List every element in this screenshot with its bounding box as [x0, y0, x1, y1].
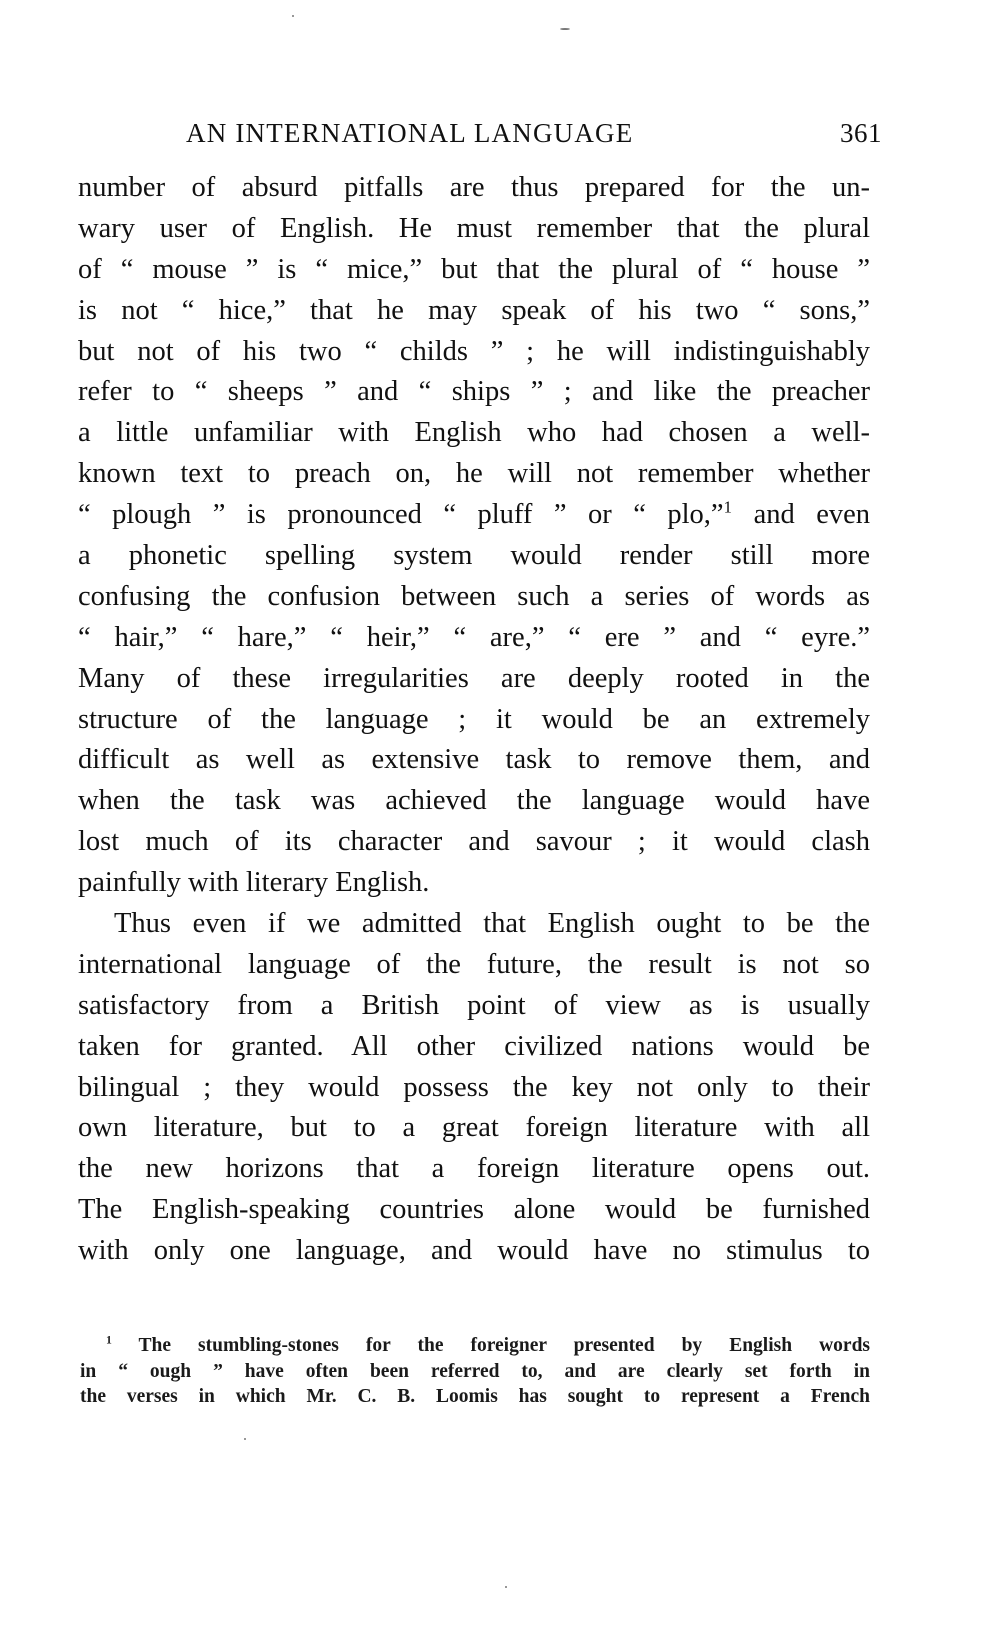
- footnote-marker: 1: [106, 1333, 112, 1347]
- text-line-head: “ plough ” is pronounced “ pluff ” or “ plo,”: [78, 499, 724, 531]
- footnote: [80, 1333, 870, 1410]
- text-line: Thus even if we admitted that English ought to be the: [114, 908, 870, 940]
- text-line-with-footnote-ref: [78, 495, 870, 536]
- scan-speck: [505, 1586, 507, 1588]
- text-line: structure of the language ; it would be an extremely: [78, 703, 870, 735]
- footnote-reference: 1: [723, 497, 733, 517]
- text-line: is not “ hice,” that he may speak of his two “ sons,”: [78, 294, 870, 326]
- text-line: Many of these irregularities are deeply rooted in the: [78, 662, 870, 694]
- footnote-line: [80, 1333, 870, 1359]
- text-line: painfully with literary English.: [78, 867, 430, 899]
- text-line: wary user of English. He must remember that the plural: [78, 212, 870, 244]
- text-line: lost much of its character and savour ; it would clash: [78, 826, 870, 858]
- text-line: The English-speaking countries alone would be furnished: [78, 1194, 870, 1226]
- text-line: when the task was achieved the language would have: [78, 785, 870, 817]
- text-line: satisfactory from a British point of view as is usually: [78, 989, 870, 1021]
- footnote-text: The stumbling-stones for the foreigner presented by English words: [111, 1335, 870, 1356]
- text-line: with only one language, and would have no stimulus to: [78, 1235, 870, 1267]
- text-line: “ hair,” “ hare,” “ heir,” “ are,” “ ere ” and “ eyre.”: [78, 621, 870, 653]
- chapter-title: AN INTERNATIONAL LANGUAGE: [186, 118, 634, 148]
- scan-speck: [560, 28, 570, 30]
- text-line: confusing the confusion between such a series of words as: [78, 580, 870, 612]
- text-line: a phonetic spelling system would render still more: [78, 540, 870, 572]
- text-line: refer to “ sheeps ” and “ ships ” ; and like the preacher: [78, 376, 870, 408]
- text-line: taken for granted. All other civilized nations would be: [78, 1030, 870, 1062]
- paragraph-2: [78, 904, 870, 1272]
- footnote-line: the verses in which Mr. C. B. Loomis has sought to represent a French: [80, 1386, 870, 1407]
- running-head: [80, 118, 880, 158]
- text-line: a little unfamiliar with English who had chosen a well-: [78, 417, 870, 449]
- text-line: international language of the future, the result is not so: [78, 948, 870, 980]
- text-line: bilingual ; they would possess the key not only to their: [78, 1071, 870, 1103]
- scan-speck: [292, 15, 294, 17]
- paragraph-1: [78, 168, 870, 904]
- text-line: the new horizons that a foreign literature opens out.: [78, 1153, 870, 1185]
- text-line: number of absurd pitfalls are thus prepared for the un-: [78, 172, 870, 203]
- body-text: [78, 168, 870, 1272]
- text-line: difficult as well as extensive task to remove them, and: [78, 744, 870, 776]
- footnote-line: in “ ough ” have often been referred to, and are clearly set forth in: [80, 1360, 870, 1382]
- scan-speck: [244, 1438, 246, 1440]
- text-line-tail: and even: [732, 499, 870, 531]
- page-number: 361: [840, 118, 882, 148]
- text-line: but not of his two “ childs ” ; he will indistinguishably: [78, 335, 870, 367]
- text-line: of “ mouse ” is “ mice,” but that the plural of “ house ”: [78, 253, 870, 285]
- text-line: known text to preach on, he will not remember whether: [78, 458, 870, 490]
- text-line: own literature, but to a great foreign literature with all: [78, 1112, 870, 1144]
